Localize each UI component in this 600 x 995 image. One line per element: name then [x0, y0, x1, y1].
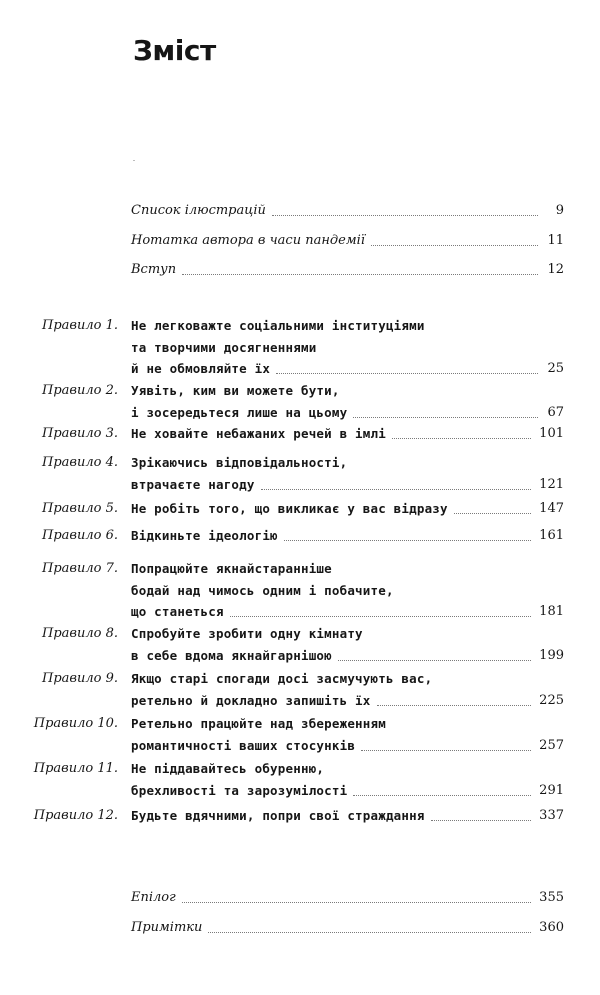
toc-line: [131, 259, 564, 281]
dot-leader: [371, 245, 538, 246]
toc-line: [131, 758, 564, 780]
rule-label: Правило 1.: [42, 318, 118, 333]
entry-title: в себе вдома якнайгарнішою: [131, 647, 332, 663]
toc-line: [131, 525, 564, 547]
dot-leader: [353, 417, 538, 418]
dot-leader: [182, 902, 531, 903]
dot-leader: [377, 705, 532, 706]
ornament-dot: [133, 160, 135, 161]
page-number: 101: [539, 426, 564, 441]
entry-title: втрачаєте нагоду: [131, 476, 255, 492]
dot-leader: [338, 660, 531, 661]
entry-title: і зосередьтеся лише на цьому: [131, 404, 348, 420]
entry-title: Список ілюстрацій: [131, 203, 266, 218]
entry-title: Примітки: [131, 920, 203, 935]
entry-title: Ретельно працюйте над збереженням: [131, 716, 386, 731]
toc-line: [131, 735, 564, 757]
entry-title: Не робіть того, що викликає у вас відразу: [131, 501, 448, 516]
toc-line: [131, 887, 564, 909]
rule-label: Правило 3.: [42, 426, 118, 441]
page-number: 181: [539, 604, 564, 619]
entry-title: Епілог: [131, 890, 176, 905]
toc-line: [131, 200, 564, 222]
page-number: 11: [547, 233, 564, 248]
entry-title: Уявіть, ким ви можете бути,: [131, 383, 340, 398]
rule-label: Правило 12.: [33, 808, 118, 823]
entry-title: й не обмовляйте їх: [131, 361, 271, 376]
entry-title: Не ховайте небажаних речей в імлі: [131, 426, 386, 441]
entry-title: Відкиньте ідеологію: [131, 528, 278, 543]
toc-line: [131, 558, 564, 580]
page-number: 199: [539, 647, 564, 663]
toc-line: [131, 623, 564, 645]
page-number: 337: [539, 808, 564, 823]
toc-line: [131, 498, 564, 520]
toc-line: [131, 780, 564, 802]
rule-label: Правило 2.: [42, 383, 118, 398]
toc-line: [131, 580, 564, 602]
entry-title: брехливості та зарозумілості: [131, 782, 348, 798]
rule-label: Правило 4.: [42, 455, 118, 470]
toc-line: [131, 713, 564, 735]
toc-line: [131, 452, 564, 474]
entry-title: романтичності ваших стосунків: [131, 737, 356, 753]
rule-label: Правило 6.: [42, 528, 118, 543]
page-number: 360: [539, 920, 564, 935]
toc-line: [131, 917, 564, 939]
dot-leader: [230, 616, 531, 617]
toc-line: [131, 668, 564, 690]
dot-leader: [454, 513, 531, 514]
toc-line: [131, 645, 564, 667]
toc-line: [131, 423, 564, 445]
toc-line: [131, 402, 564, 424]
toc-line: [131, 805, 564, 827]
entry-title: та творчими досягненнями: [131, 339, 317, 355]
page-title: Зміст: [133, 34, 216, 67]
page-number: 161: [539, 528, 564, 543]
rule-label: Правило 5.: [42, 501, 118, 516]
page-number: 67: [547, 404, 564, 420]
toc-line: [131, 690, 564, 712]
entry-title: що станеться: [131, 604, 224, 619]
entry-title: Попрацюйте якнайстаранніше: [131, 561, 332, 576]
entry-title: Не легковажте соціальними інституціями: [131, 318, 425, 333]
page-number: 355: [539, 890, 564, 905]
entry-title: Вступ: [131, 262, 177, 277]
dot-leader: [361, 750, 531, 751]
dot-leader: [284, 540, 531, 541]
entry-title: Будьте вдячними, попри свої страждання: [131, 808, 425, 823]
rule-label: Правило 9.: [42, 671, 118, 686]
rule-label: Правило 10.: [33, 716, 118, 731]
entry-title: Спробуйте зробити одну кімнату: [131, 626, 363, 641]
page-number: 121: [539, 476, 564, 492]
entry-title: Не піддавайтесь обуренню,: [131, 761, 325, 776]
page-number: 291: [539, 782, 564, 798]
entry-title: бодай над чимось одним і побачите,: [131, 582, 394, 598]
dot-leader: [276, 373, 538, 374]
dot-leader: [353, 795, 531, 796]
dot-leader: [208, 932, 531, 933]
toc-line: [131, 230, 564, 252]
toc-line: [131, 380, 564, 402]
rule-label: Правило 11.: [33, 761, 118, 776]
toc-line: [131, 315, 564, 337]
page-number: 147: [539, 501, 564, 516]
entry-title: Якщо старі спогади досі засмучують вас,: [131, 671, 433, 686]
entry-title: Зрікаючись відповідальності,: [131, 455, 348, 470]
page-number: 25: [547, 361, 564, 376]
entry-title: ретельно й докладно запишіть їх: [131, 692, 371, 708]
toc-line: [131, 601, 564, 623]
page-number: 257: [539, 737, 564, 753]
entry-title: Нотатка автора в часи пандемії: [131, 233, 365, 248]
rule-label: Правило 7.: [42, 561, 118, 576]
rule-label: Правило 8.: [42, 626, 118, 641]
dot-leader: [272, 215, 538, 216]
dot-leader: [261, 489, 532, 490]
toc-line: [131, 474, 564, 496]
dot-leader: [431, 820, 532, 821]
toc-line: [131, 358, 564, 380]
page-number: 9: [555, 203, 564, 218]
toc-line: [131, 337, 564, 359]
dot-leader: [182, 274, 538, 275]
page-number: 225: [539, 692, 564, 708]
page-number: 12: [547, 262, 564, 277]
dot-leader: [392, 438, 531, 439]
